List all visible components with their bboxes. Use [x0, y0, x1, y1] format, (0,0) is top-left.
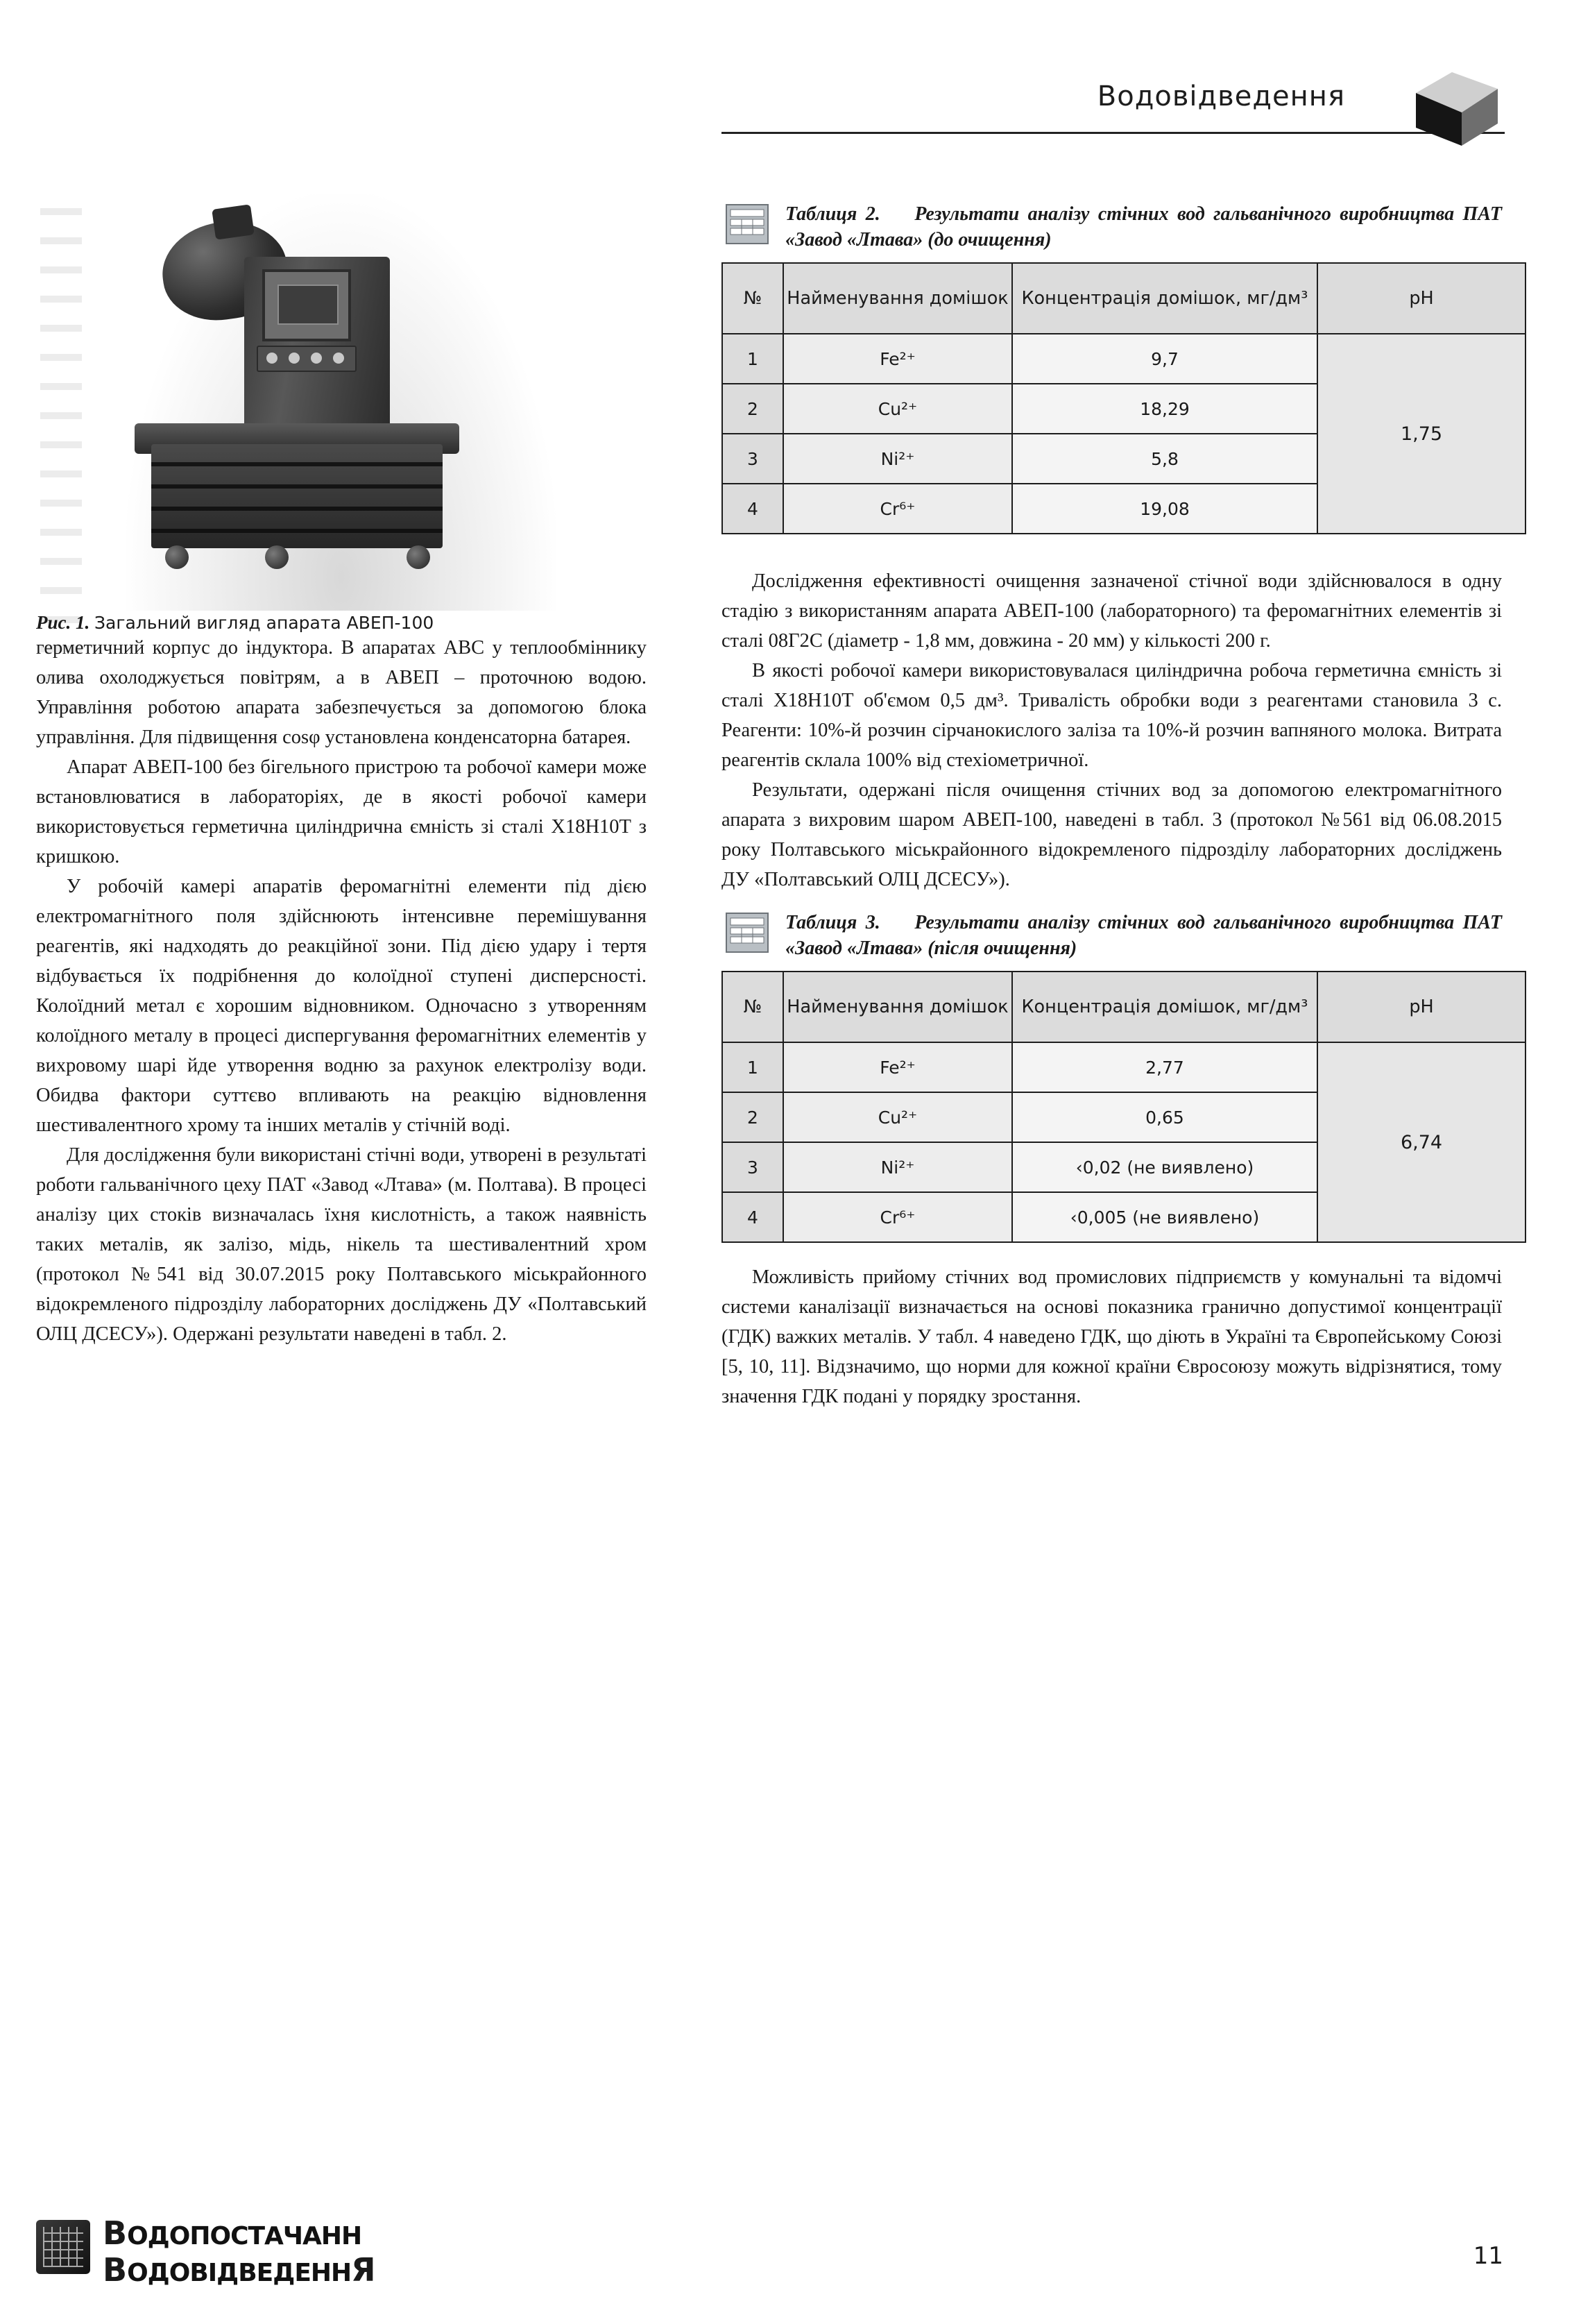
machine-wheel [407, 545, 430, 569]
header-title: Водовідведення [1097, 80, 1345, 112]
table-2-cell-ph: 1,75 [1317, 334, 1526, 534]
table-2-cell-name: Fe²⁺ [783, 334, 1012, 384]
table-3-cell-no: 2 [722, 1092, 783, 1142]
paragraph: У робочій камері апаратів феромагнітні елементи під дією електромагнітного поля здійснюють інтенсивне перемішування реагентів, які надходять до реакційної зони. Під дією удару і тертя відбувається їх подрібнення до колоїдної ступені дисперсності. Колоїдний метал є хорошим відновником. Одночасно з утворенням колоїдного металу в процесі диспергування феромагнітних елементів у вихровому шарі йде утворення водню за рахунок електролізу води. Обидва фактори суттєво впливають на реакцію відновлення шестивалентного хрому та інших металів у стічній воді. [36, 876, 647, 1136]
table-3-header-conc: Концентрація домішок, мг/дм³ [1012, 972, 1317, 1042]
cube-logo-icon [1408, 68, 1505, 148]
paragraph: Результати, одержані після очищення стічних вод за допомогою електромагнітного апарата з вихровим шаром АВЕП-100, наведені в табл. 3 (протокол №561 від 06.08.2015 року Полтавського міськрайонного відокремленого підрозділу лабораторних досліджень ДУ «Полтавський ОЛЦ ДСЕСУ»). [721, 779, 1502, 890]
machine-display [277, 285, 339, 325]
machine-wheel [165, 545, 189, 569]
table-2-cell-no: 4 [722, 484, 783, 534]
paragraph: Апарат АВЕП-100 без бігельного пристрою та робочої камери може встановлюватися в лабораторіях, де в якості робочої камери використовується герметична циліндрична ємність зі сталі Х18Н10Т з кришкою. [36, 756, 647, 867]
table-3-block [721, 910, 1502, 1243]
table-3-cell-no: 3 [722, 1142, 783, 1192]
table-3-caption [721, 910, 1502, 961]
table-2-cell-no: 2 [722, 384, 783, 434]
logo-v-letter-2: В [103, 2251, 128, 2289]
machine-wheel [265, 545, 289, 569]
table-2-caption-label: Таблиця 2. [785, 203, 880, 225]
table-2-cell-conc: 19,08 [1012, 484, 1317, 534]
table-row [722, 334, 1526, 384]
paragraph: герметичний корпус до індуктора. В апаратах АВС у теплообміннику олива охолоджується повітрям, а в АВЕП – проточною водою. Управління роботою апарата забезпечується за допомогою блока управління. Для підвищення cosφ установлена конденсаторна батарея. [36, 637, 647, 748]
header-divider [721, 132, 1505, 134]
table-3-header-no: № [722, 972, 783, 1042]
table-2-cell-name: Cr⁶⁺ [783, 484, 1012, 534]
table-2-cell-conc: 18,29 [1012, 384, 1317, 434]
logo-ya-letter: Я [351, 2251, 376, 2289]
paragraph: Дослідження ефективності очищення зазначеної стічної води здійснювалося в одну стадію з використанням апарата АВЕП-100 (лабораторного) та феромагнітних елементів зі сталі 08Г2С (діаметр - 1,8 мм, довжина - 20 мм) у кількості 200 г. [721, 570, 1502, 652]
paragraph: Можливість прийому стічних вод промислових підприємств у комунальні та відомчі системи каналізації визначається на основі показника гранично допустимої концентрації (ГДК) важких металів. У табл. 4 наведено ГДК, що діють в Україні та Європейському Союзі [5, 10, 11]. Відзначимо, що норми для кожної країни Євросоюзу можуть відрізнятися, тому значення ГДК подані у порядку зростання. [721, 1266, 1502, 1407]
table-header-row [722, 972, 1526, 1042]
machine-knob [333, 353, 344, 364]
table-3-cell-name: Cu²⁺ [783, 1092, 1012, 1142]
table-2-header-no: № [722, 263, 783, 334]
table-3-cell-conc: ‹0,005 (не виявлено) [1012, 1192, 1317, 1242]
table-2-cell-no: 3 [722, 434, 783, 484]
table-3-cell-name: Fe²⁺ [783, 1042, 1012, 1092]
figure-caption-label: Рис. 1. [36, 612, 90, 633]
left-column [36, 194, 647, 1349]
table-2-caption [721, 201, 1502, 253]
table-3-cell-conc: ‹0,02 (не виявлено) [1012, 1142, 1317, 1192]
table-icon [726, 204, 769, 244]
table-icon [726, 913, 769, 953]
table-3-cell-name: Cr⁶⁺ [783, 1192, 1012, 1242]
machine-knob [266, 353, 277, 364]
table-3 [721, 971, 1526, 1243]
table-2-block [721, 201, 1502, 534]
logo-mark-icon [36, 2220, 90, 2274]
apparatus-photo [126, 194, 556, 611]
machine-knob-row [257, 346, 357, 372]
machine-control-panel [262, 269, 351, 341]
table-2-cell-name: Cu²⁺ [783, 384, 1012, 434]
table-3-cell-no: 1 [722, 1042, 783, 1092]
table-2 [721, 262, 1526, 534]
table-3-cell-name: Ni²⁺ [783, 1142, 1012, 1192]
table-3-header-name: Найменування домішок [783, 972, 1012, 1042]
figure-1 [36, 194, 647, 633]
logo-line-2: ОДОВІДВЕДЕНН [127, 2259, 352, 2287]
table-2-header-conc: Концентрація домішок, мг/дм³ [1012, 263, 1317, 334]
table-header-row [722, 263, 1526, 334]
machine-neck-shape [212, 204, 255, 239]
table-2-cell-name: Ni²⁺ [783, 434, 1012, 484]
table-2-caption-text: Результати аналізу стічних вод гальванічного виробництва ПАТ «Завод «Лтава» (до очищення) [785, 203, 1503, 251]
table-3-cell-no: 4 [722, 1192, 783, 1242]
table-3-caption-label: Таблиця 3. [785, 912, 880, 933]
figure-caption [36, 611, 647, 635]
table-3-cell-ph: 6,74 [1317, 1042, 1526, 1242]
table-2-cell-no: 1 [722, 334, 783, 384]
table-2-cell-conc: 5,8 [1012, 434, 1317, 484]
table-2-header-ph: pH [1317, 263, 1526, 334]
machine-base-shape [151, 444, 443, 548]
table-3-header-ph: pH [1317, 972, 1526, 1042]
logo-wordmark [103, 2214, 376, 2292]
paragraph: Для дослідження були використані стічні води, утворені в результаті роботи гальванічного цеху ПАТ «Завод «Лтава» (м. Полтава). В процесі аналізу цих стоків визначалась їхня кислотність, а також наявність таких металів, як залізо, мідь, нікель та шестивалентний хром (протокол №541 від 30.07.2015 року Полтавського міськрайонного відокремленого підрозділу лабораторних досліджень ДУ «Полтавський ОЛЦ ДСЕСУ»). Одержані результати наведені в табл. 2. [36, 1144, 647, 1345]
page-number: 11 [1473, 2242, 1503, 2270]
table-3-cell-conc: 0,65 [1012, 1092, 1317, 1142]
table-2-cell-conc: 9,7 [1012, 334, 1317, 384]
figure-caption-text: Загальний вигляд апарата АВЕП-100 [94, 613, 434, 633]
machine-knob [311, 353, 322, 364]
table-3-caption-text: Результати аналізу стічних вод гальванічного виробництва ПАТ «Завод «Лтава» (після очищення) [785, 912, 1503, 959]
page-header [721, 68, 1505, 151]
logo-v-letter: В [103, 2214, 128, 2252]
logo-line-1: ОДОПОСТАЧАНН [127, 2222, 362, 2250]
table-2-header-name: Найменування домішок [783, 263, 1012, 334]
journal-logo [36, 2214, 480, 2289]
table-3-cell-conc: 2,77 [1012, 1042, 1317, 1092]
machine-knob [289, 353, 300, 364]
right-column [721, 201, 1502, 1411]
paragraph: В якості робочої камери використовувалася циліндрична робоча герметична ємність зі сталі Х18Н10Т об'ємом 0,5 дм³. Тривалість обробки води з реагентами становила 3 с. Реагенти: 10%-й розчин сірчанокислого заліза та 10%-й розчин вапняного молока. Витрата реагентів склала 100% від стехіометричної. [721, 660, 1502, 771]
table-row [722, 1042, 1526, 1092]
